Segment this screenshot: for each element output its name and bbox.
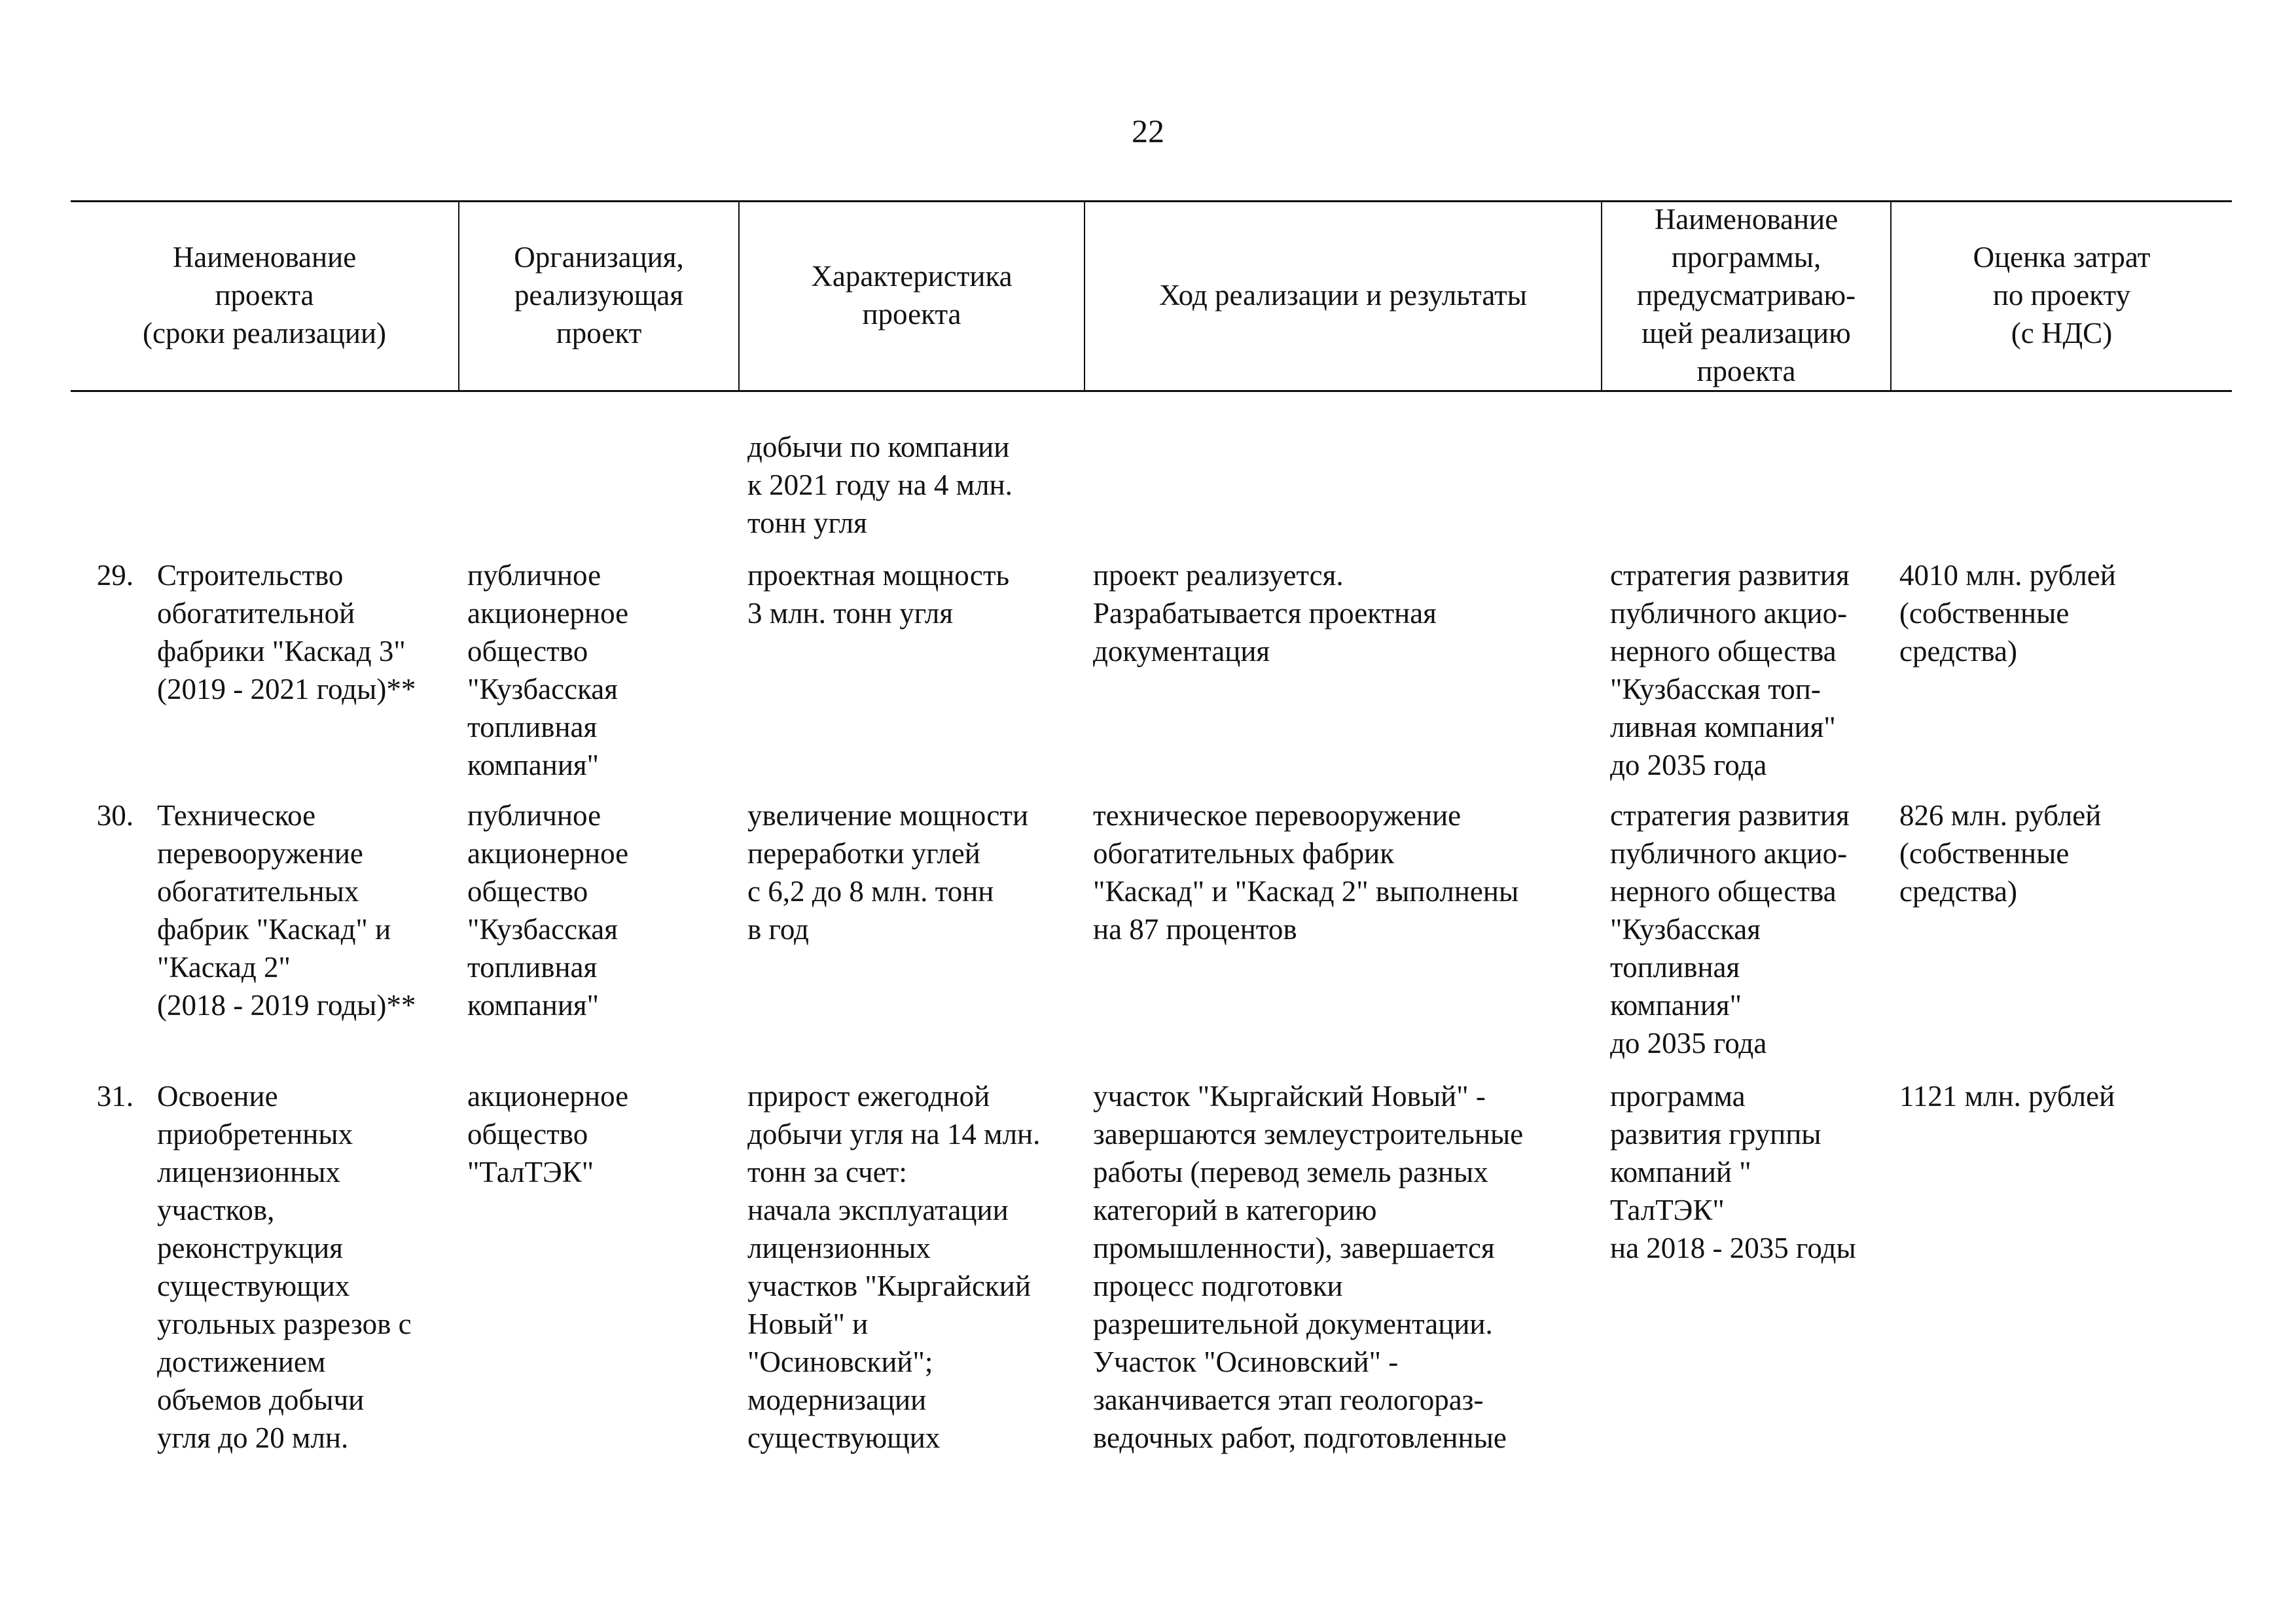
row-project-name: Освоение приобретенных лицензионных участков, реконструкция существующих угольных разрезов с достижением объемов добычи угля до 20 млн. — [157, 1080, 412, 1454]
row-program: стратегия развития публичного акцио- нерного общества "Кузбасская топ- ливная компания" до 2035 года — [1610, 559, 1850, 781]
row-project-name: Техническое перевооружение обогатительных фабрик "Каскад" и "Каскад 2" (2018 - 2019 годы)** — [157, 799, 416, 1022]
row-cost: 4010 млн. рублей (собственные средства) — [1899, 559, 2116, 668]
row-progress: проект реализуется. Разрабатывается проектная документация — [1093, 559, 1437, 668]
header-program: Наименование программы, предусматриваю- щей реализацию проекта — [1636, 203, 1856, 387]
row-organization: акционерное общество "ТалТЭК" — [467, 1080, 629, 1188]
header-organization: Организация, реализующая проект — [514, 241, 684, 349]
row-program: стратегия развития публичного акцио- нерного общества "Кузбасская топливная компания" до 2035 года — [1610, 799, 1850, 1060]
row-organization: публичное акционерное общество "Кузбасская топливная компания" — [467, 559, 629, 781]
row-project-name: Строительство обогатительной фабрики "Каскад 3" (2019 - 2021 годы)** — [157, 559, 416, 705]
row-organization: публичное акционерное общество "Кузбасская топливная компания" — [467, 799, 629, 1022]
row-program: программа развития группы компаний " ТалТЭК" на 2018 - 2035 годы — [1610, 1080, 1856, 1264]
header-characteristic: Характеристика проекта — [811, 260, 1013, 330]
header-progress: Ход реализации и результаты — [1158, 279, 1528, 312]
row-cost: 826 млн. рублей (собственные средства) — [1899, 799, 2102, 908]
page-number: 22 — [1132, 113, 1164, 149]
row-number: 29. — [96, 559, 134, 592]
row-characteristic: проектная мощность 3 млн. тонн угля — [747, 559, 1010, 630]
row-number: 31. — [96, 1080, 134, 1113]
continuation-characteristic: добычи по компании к 2021 году на 4 млн. тонн угля — [747, 431, 1013, 539]
row-characteristic: увеличение мощности переработки углей с 6,2 до 8 млн. тонн в год — [747, 799, 1029, 946]
row-progress: участок "Кыргайский Новый" - завершаются землеустроительные работы (перевод земель разных категорий в категорию промышленности), завершается процесс подготовки разрешительной документации. Участок "Осиновский" - заканчивается этап геологораз- ведочных работ, подготовленные — [1093, 1080, 1524, 1454]
row-characteristic: прирост ежегодной добычи угля на 14 млн. тонн за счет: начала эксплуатации лицензионных участков "Кыргайский Новый" и "Осиновский"; модернизации существующих — [747, 1080, 1041, 1454]
header-cost: Оценка затрат по проекту (с НДС) — [1973, 241, 2151, 349]
table-header-bottom-rule — [71, 390, 2232, 392]
row-number: 30. — [96, 799, 134, 832]
row-progress: техническое перевооружение обогатительных фабрик "Каскад" и "Каскад 2" выполнены на 87 процентов — [1093, 799, 1519, 946]
header-project-name: Наименование проекта (сроки реализации) — [142, 241, 387, 349]
row-cost: 1121 млн. рублей — [1899, 1080, 2115, 1113]
